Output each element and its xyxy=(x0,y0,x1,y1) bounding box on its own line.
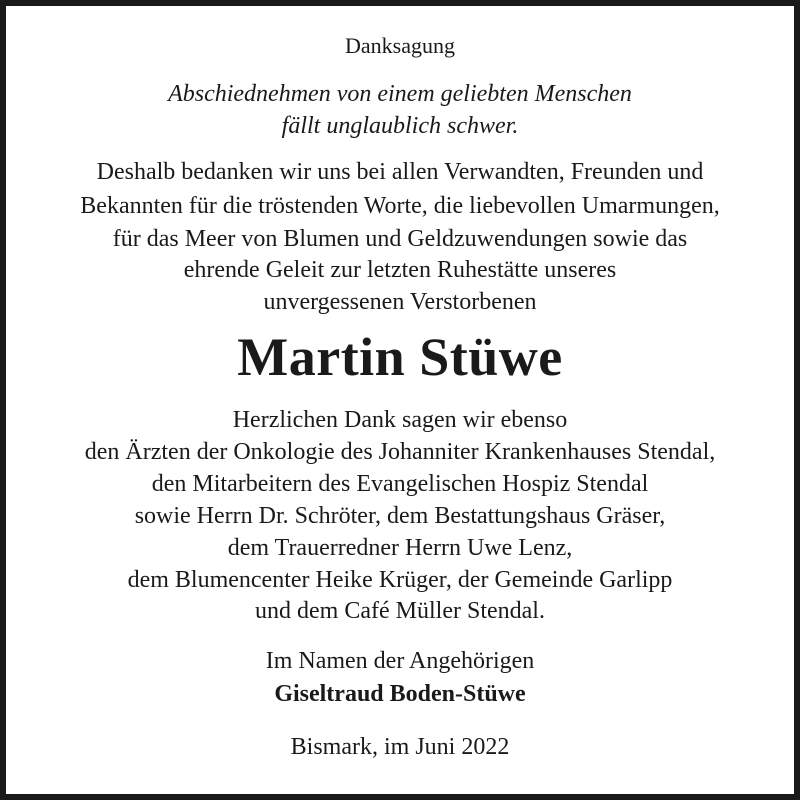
notice-heading: Danksagung xyxy=(345,33,455,58)
deceased-name: Martin Stüwe xyxy=(237,327,563,387)
thanks-line: den Mitarbeitern des Evangelischen Hospiz Stendal xyxy=(151,471,649,497)
place-date: Bismark, im Juni 2022 xyxy=(290,734,510,760)
intro-line: unvergessenen Verstorbenen xyxy=(263,289,537,315)
quote-line: fällt unglaublich schwer. xyxy=(281,113,519,139)
thanks-line: den Ärzten der Onkologie des Johanniter Krankenhauses Stendal, xyxy=(84,439,716,465)
thanks-line: sowie Herrn Dr. Schröter, dem Bestattungshaus Gräser, xyxy=(134,503,666,529)
thanks-line: und dem Café Müller Stendal. xyxy=(255,598,545,624)
quote-line: Abschiednehmen von einem geliebten Menschen xyxy=(168,81,632,107)
intro-line: für das Meer von Blumen und Geldzuwendungen sowie das xyxy=(112,226,688,252)
intro-line: Deshalb bedanken wir uns bei allen Verwandten, Freunden und xyxy=(96,159,704,185)
thanks-line: dem Blumencenter Heike Krüger, der Gemeinde Garlipp xyxy=(127,567,673,593)
thanks-line: Herzlichen Dank sagen wir ebenso xyxy=(232,407,568,433)
intro-line: Bekannten für die tröstenden Worte, die liebevollen Umarmungen, xyxy=(80,193,720,219)
thanks-line: dem Trauerredner Herrn Uwe Lenz, xyxy=(227,535,573,561)
intro-line: ehrende Geleit zur letzten Ruhestätte unseres xyxy=(183,257,617,283)
signer-name: Giseltraud Boden-Stüwe xyxy=(274,681,526,707)
signature-intro: Im Namen der Angehörigen xyxy=(265,648,535,674)
